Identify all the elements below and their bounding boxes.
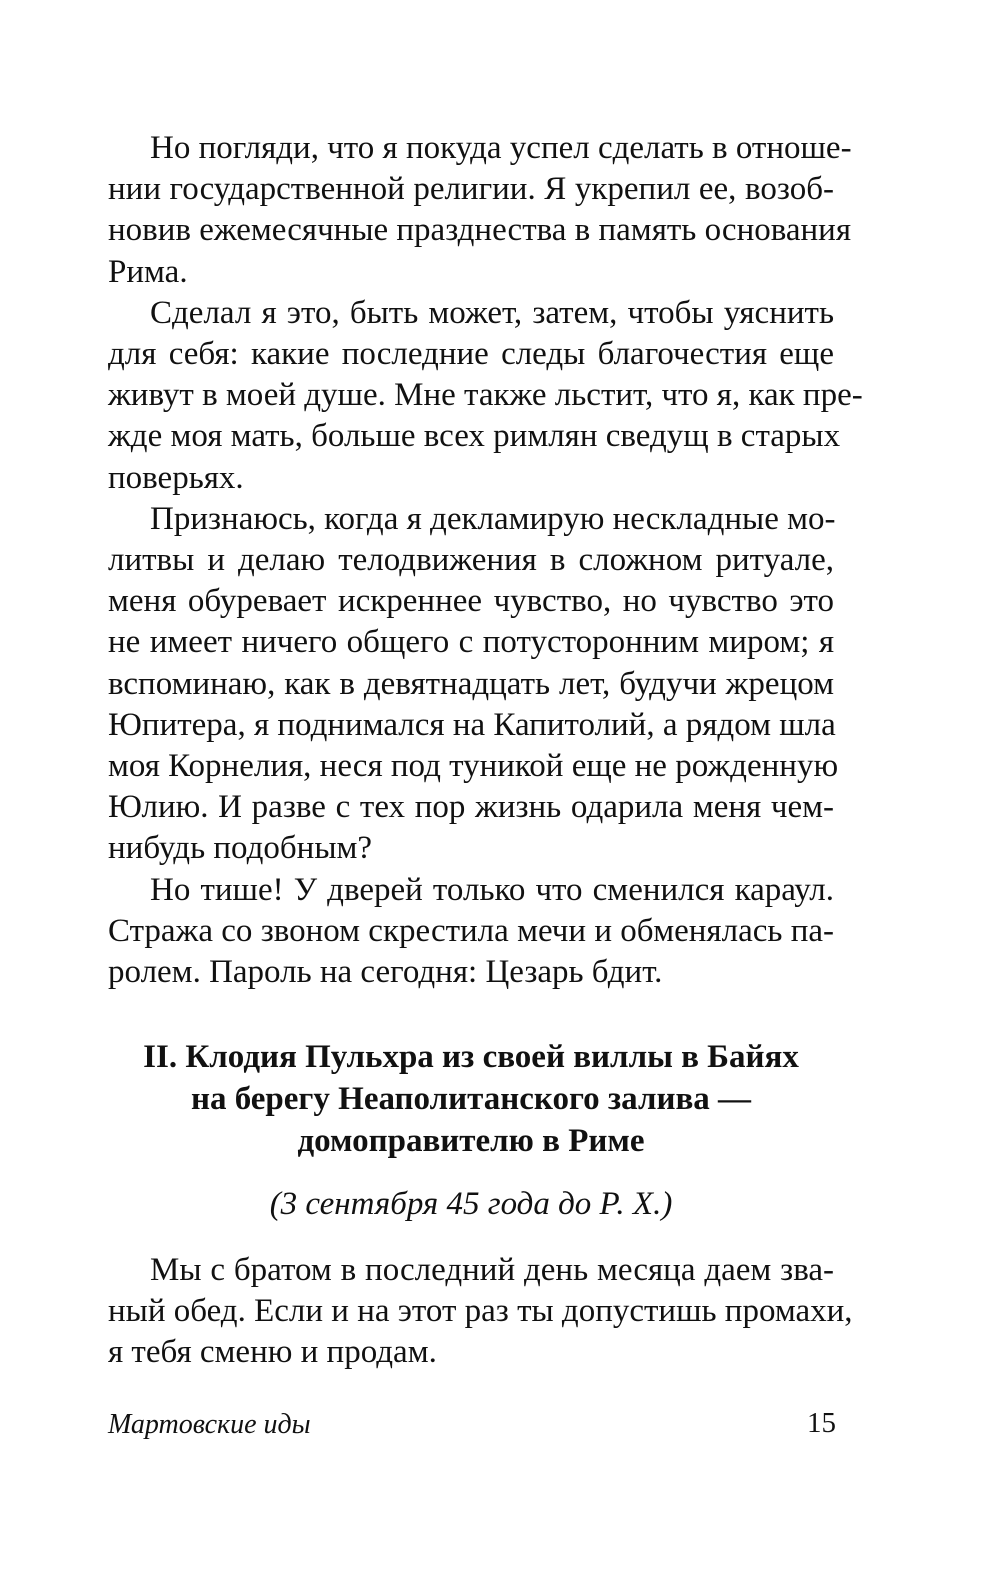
heading-line: II. Клодия Пульхра из своей виллы в Байях <box>143 1039 799 1075</box>
text-line: меня обуревает искреннее чувство, но чувство это <box>108 583 834 620</box>
text-line: Стража со звоном скрестила мечи и обменялась па- <box>108 912 834 949</box>
text-line: жде моя мать, больше всех римлян сведущ в старых <box>108 418 841 455</box>
heading-line: домоправителю в Риме <box>297 1123 645 1159</box>
paragraph-3 <box>108 499 839 870</box>
text-line: Юпитера, я поднимался на Капитолий, а рядом шла <box>108 706 836 743</box>
text-line: нии государственной религии. Я укрепил ее, возоб- <box>108 171 834 208</box>
text-line: новив ежемесячные празднества в память основания <box>108 212 852 249</box>
paragraph-5 <box>108 1250 853 1374</box>
section-body <box>108 1250 853 1374</box>
section-date: (3 сентября 45 года до Р. Х.) <box>269 1186 673 1222</box>
paragraph-1 <box>108 128 852 293</box>
text-line: не имеет ничего общего с потусторонним миром; я <box>108 624 834 661</box>
text-line: ролем. Пароль на сегодня: Цезарь бдит. <box>108 954 663 991</box>
running-footer-title: Мартовские иды <box>108 1409 311 1440</box>
text-line: Но погляди, что я покуда успел сделать в отноше- <box>150 130 852 166</box>
text-line: Сделал я это, быть может, затем, чтобы уяснить <box>150 294 834 331</box>
heading-line: на берегу Неаполитанского залива — <box>190 1081 752 1117</box>
text-line: Мы с братом в последний день месяца даем зва- <box>150 1252 834 1288</box>
text-line: ный обед. Если и на этот раз ты допустишь промахи, <box>108 1293 853 1330</box>
text-line: живут в моей душе. Мне также льстит, что я, как пре- <box>108 377 863 414</box>
text-line: для себя: какие последние следы благочестия еще <box>108 336 834 373</box>
section-heading <box>108 1036 834 1162</box>
page-body <box>108 128 863 993</box>
text-line: Признаюсь, когда я декламирую нескладные мо- <box>150 500 836 537</box>
text-line: я тебя сменю и продам. <box>108 1334 437 1371</box>
text-line: Юлию. И разве с тех пор жизнь одарила меня чем- <box>108 789 834 826</box>
paragraph-2 <box>108 293 863 499</box>
text-line: моя Корнелия, неся под туникой еще не рожденную <box>108 748 839 785</box>
text-line: Рима. <box>108 253 188 290</box>
text-line: литвы и делаю телодвижения в сложном ритуале, <box>108 542 834 579</box>
paragraph-4 <box>108 870 834 994</box>
page-number: 15 <box>807 1407 836 1439</box>
text-line: нибудь подобным? <box>108 830 373 867</box>
text-line: вспоминаю, как в девятнадцать лет, будучи жрецом <box>108 665 834 702</box>
text-line: Но тише! У дверей только что сменился караул. <box>150 871 834 908</box>
text-line: поверьях. <box>108 459 244 496</box>
